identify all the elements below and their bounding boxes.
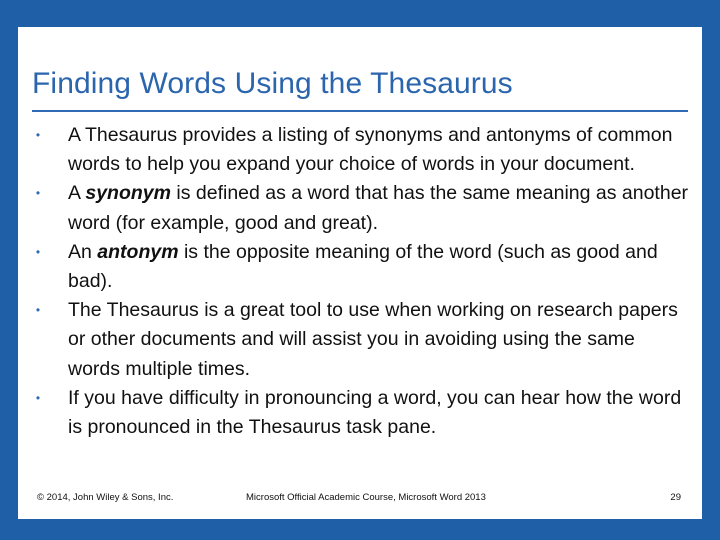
bullet-marker: • [35, 303, 41, 318]
bullet-list [30, 121, 690, 442]
footer-copyright: © 2014, John Wiley & Sons, Inc. [37, 492, 174, 503]
slide-title: Finding Words Using the Thesaurus [32, 67, 513, 100]
bullet-item-thesaurus-definition [30, 121, 690, 179]
bullet-item-research-tool [30, 296, 690, 384]
term-antonym: antonym [97, 240, 179, 263]
bullet-marker: • [35, 128, 41, 142]
bullet-text-prefix: A [68, 182, 86, 205]
bullet-text-prefix: An [68, 240, 98, 263]
bullet-marker: • [35, 244, 41, 259]
slide-panel [18, 27, 702, 519]
bullet-marker: • [35, 186, 41, 201]
bullet-text: A Thesaurus provides a listing of synonyms and antonyms of common words to help you expand your choice of words in your document. [68, 124, 673, 176]
page-number: 29 [670, 492, 681, 503]
title-divider [32, 110, 688, 112]
term-synonym: synonym [85, 182, 171, 205]
bullet-item-pronunciation [30, 384, 690, 442]
bullet-item-antonym [30, 238, 690, 296]
bullet-text-suffix: is the opposite meaning of the word (such as good and bad). [68, 240, 658, 293]
slide-footer [36, 492, 684, 508]
bullet-item-synonym [30, 179, 690, 237]
bullet-text: If you have difficulty in pronouncing a word, you can hear how the word is pronounced in the Thesaurus task pane. [68, 386, 682, 439]
bullet-text-suffix: is defined as a word that has the same meaning as another word (for example, good and great). [68, 182, 689, 234]
bullet-marker: • [35, 390, 41, 405]
bullet-text: The Thesaurus is a great tool to use when working on research papers or other documents and will assist you in avoiding using the same words multiple times. [68, 299, 678, 380]
footer-course-title: Microsoft Official Academic Course, Microsoft Word 2013 [246, 492, 486, 503]
